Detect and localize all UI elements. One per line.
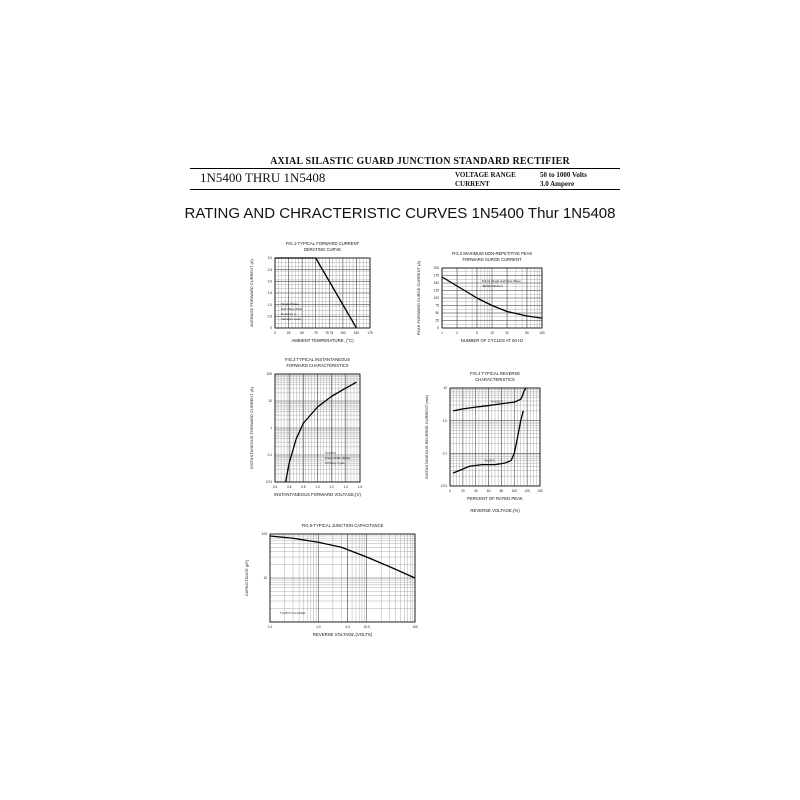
y-tick-label: 200 [433, 266, 439, 271]
y-tick-label: 0.5 [267, 314, 272, 319]
x-tick-label: 20 [505, 331, 509, 335]
x-tick-label: 100 [412, 625, 418, 629]
y-tick-label: 0 [437, 326, 439, 331]
y-tick-label: 1.0 [267, 302, 272, 307]
y-axis-label: INSTANTANEOUS REVERSE CURRENT (mA) [424, 394, 429, 480]
y-tick-label: 25 [435, 318, 439, 323]
y-tick-label: 100 [433, 296, 439, 301]
chart-3 [275, 374, 360, 482]
voltage-label: VOLTAGE RANGE [455, 171, 516, 179]
y-axis-label: CAPACITANCE (pF) [244, 559, 249, 597]
y-tick-label: 1 [270, 426, 272, 431]
header-title: AXIAL SILASTIC GUARD JUNCTION STANDARD RECTIFIER [270, 156, 570, 167]
x-tick-label: 10 [490, 331, 494, 335]
series-label: Tⱼ=25°C [484, 458, 495, 463]
x-tick-label: 1.6 [357, 485, 363, 489]
y-tick-label: 150 [433, 281, 439, 286]
y-axis-label: AVERAGE FORWARD CURRENT (A) [249, 259, 254, 327]
y-tick-label: 100 [266, 372, 272, 377]
series-label: Tⱼ=100°C [490, 399, 504, 404]
y-tick-label: 10 [268, 399, 272, 404]
x-tick-label: 150 [353, 331, 360, 335]
x-tick-label: 50 [525, 331, 529, 335]
x-axis-label: REVERSE VOLTAGE,(%) [470, 508, 520, 513]
annotation-text: 1% Duty Cycle [325, 461, 345, 465]
x-tick-label: 1.4 [343, 485, 349, 489]
y-tick-label: 10 [263, 576, 267, 581]
x-tick-label: 75 [313, 331, 318, 335]
y-tick-label: 50 [435, 311, 439, 316]
x-tick-label: 1 [441, 331, 443, 335]
annotation-text: Single Phase [281, 302, 299, 306]
chart-title: FIG.4 TYPICAL REVERSE [469, 371, 521, 376]
y-tick-label: 100 [261, 532, 267, 537]
chart-title: FORWARD CHARACTERISTICS [286, 363, 349, 368]
x-tick-label: 4.0 [345, 625, 350, 629]
x-tick-label: 75 75 [325, 331, 334, 335]
x-tick-label: 100 [340, 331, 346, 335]
y-tick-label: 0 [270, 326, 272, 331]
y-axis-label: INSTANTANEOUS FORWARD CURRENT (A) [249, 386, 254, 470]
x-tick-label: 140 [537, 489, 543, 493]
x-tick-label: 60 [486, 489, 491, 493]
part-range: 1N5400 THRU 1N5408 [200, 170, 326, 185]
chart-title: DERATING CURVE [303, 247, 342, 252]
voltage-value: 50 to 1000 Volts [540, 171, 587, 179]
x-tick-label: 0 [449, 489, 451, 493]
y-tick-label: 1.0 [442, 418, 447, 423]
chart-title: FIG.1-TYPICAL FORWARD CURRENT [285, 241, 360, 246]
y-tick-label: 125 [433, 288, 439, 293]
annotation-text: JEDEC Method [482, 284, 503, 288]
y-tick-label: 10 [443, 386, 447, 391]
y-tick-label: 3.0 [267, 256, 272, 261]
x-axis-label: INSTANTANEOUS FORWARD VOLTAGE,(V) [274, 492, 361, 497]
chart-title: FIG.5-TYPICAL JUNCTION CAPACITANCE [301, 523, 384, 528]
x-tick-label: 120 [524, 489, 530, 493]
x-axis-label: REVERSE VOLTAGE,(VOLTS) [312, 632, 373, 637]
current-value: 3.0 Ampere [540, 180, 575, 188]
y-tick-label: 0.1 [267, 453, 272, 458]
x-tick-label: 40 [473, 489, 478, 493]
y-tick-label: 2.0 [267, 279, 272, 284]
chart-title: CHARACTERISTICS [475, 377, 515, 382]
chart-title: FIG.2 MAXIMUM NON-REPETITIVE PEAK [451, 251, 533, 256]
annotation-text: 8.3ms Single Half Sine Wave [482, 279, 521, 283]
x-tick-label: 10.0 [363, 625, 370, 629]
y-tick-label: 0.01 [440, 484, 447, 489]
current-label: CURRENT [455, 180, 490, 188]
x-axis-label: PERCENT OF RATED PEAK [467, 496, 523, 501]
x-tick-label: 100 [539, 331, 545, 335]
y-axis-label: PEAK FORWARD SURGE CURRENT (A) [416, 260, 421, 336]
series-line [453, 388, 526, 411]
y-tick-label: 175 [433, 273, 439, 278]
page-title: RATING AND CHRACTERISTIC CURVES 1N5400 Thur 1N5408 [184, 205, 616, 222]
x-tick-label: 1.2 [329, 485, 334, 489]
x-tick-label: 0.4 [272, 485, 278, 489]
x-axis-label: NUMBER OF CYCLES AT 60 Hz [460, 338, 524, 343]
annotation-text: Inductive Load [281, 317, 301, 321]
x-tick-label: 80 [499, 489, 504, 493]
annotation-text: Pulse Width 300μs [325, 456, 351, 460]
chart-5 [270, 534, 415, 622]
x-tick-label: 50 [300, 331, 304, 335]
chart-2 [442, 268, 542, 328]
x-tick-label: 1.0 [316, 625, 321, 629]
y-tick-label: 0.01 [265, 480, 272, 485]
x-tick-label: 0.1 [267, 625, 273, 629]
annotation-text: Half Wave 60Hz [281, 307, 303, 311]
x-tick-label: 25 [286, 331, 291, 335]
y-tick-label: 1.5 [267, 291, 272, 296]
x-tick-label: 5 [476, 331, 478, 335]
series-line [453, 411, 523, 473]
y-tick-label: 2.5 [267, 267, 272, 272]
annotation-text: Tⱼ=25°C [325, 451, 336, 455]
chart-title: FIG.3 TYPICAL INSTANTANEOUS [285, 357, 350, 362]
y-tick-label: 75 [435, 303, 439, 308]
x-axis-label: AMBIENT TEMPERATURE. (°C) [291, 338, 354, 343]
x-tick-label: 0.8 [301, 485, 306, 489]
y-tick-label: 0.1 [442, 451, 447, 456]
x-tick-label: 100 [511, 489, 517, 493]
annotation-text: Tⱼ=25°C f=1.0 MHz [280, 611, 306, 615]
chart-title: FORWARD SURGE CURRENT [462, 257, 522, 262]
x-tick-label: 175 [367, 331, 373, 335]
annotation-text: Resistive or [281, 312, 297, 316]
x-tick-label: 20 [461, 489, 465, 493]
x-tick-label: 2 [456, 331, 458, 335]
x-tick-label: 1.0 [315, 485, 320, 489]
x-tick-label: 0 [274, 331, 276, 335]
x-tick-label: 0.6 [286, 485, 292, 489]
